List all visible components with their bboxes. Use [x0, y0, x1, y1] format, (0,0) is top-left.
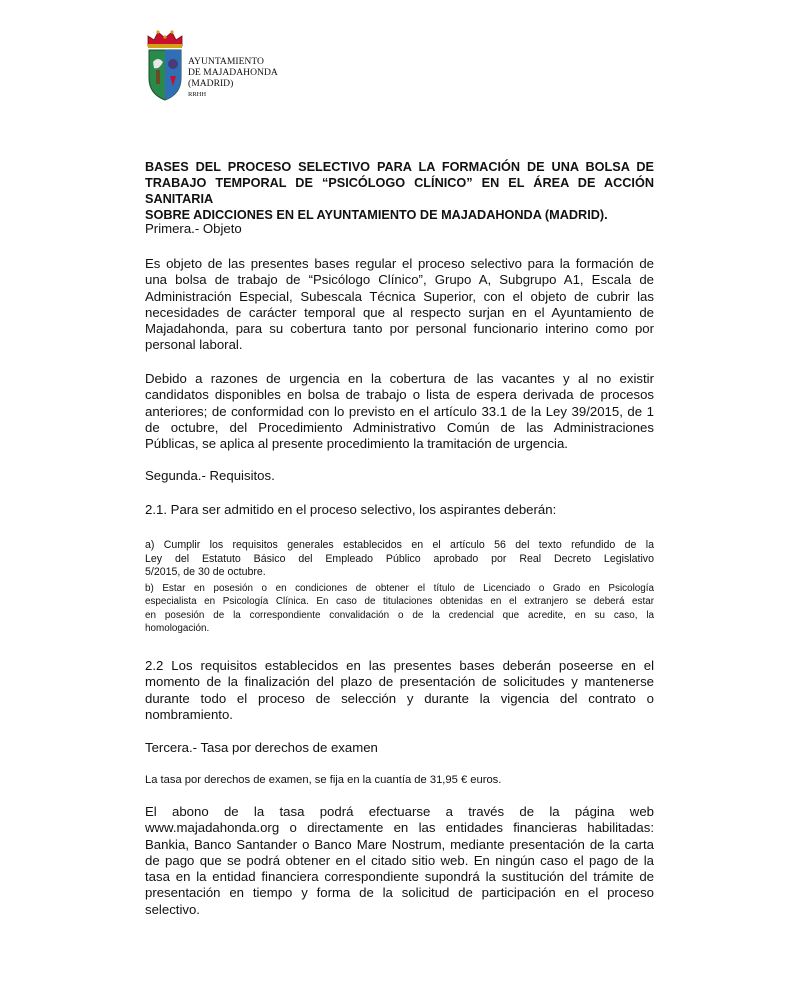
- text-line: tasa en la entidad financiera correspondiente supondrá la sustitución del trámite de: [145, 869, 654, 885]
- paragraph-2-2: [145, 658, 654, 723]
- paragraph-objeto: [145, 256, 654, 354]
- text-line: b) Estar en posesión o en condiciones de obtener el título de Licenciado o Grado en Psicología: [145, 583, 654, 594]
- text-line: Es objeto de las presentes bases regular el proceso selectivo para la formación de: [145, 256, 654, 271]
- text-line: 5/2015, de 30 de octubre.: [145, 566, 266, 579]
- text-line: 2.2 Los requisitos establecidos en las presentes bases deberán poseerse en el: [145, 658, 654, 673]
- text-line: El abono de la tasa podrá efectuarse a través de la página web: [145, 804, 654, 819]
- section-heading-segunda: Segunda.- Requisitos.: [145, 468, 275, 483]
- section-heading-primera: Primera.- Objeto: [145, 221, 242, 236]
- text-line: Ley del Estatuto Básico del Empleado Público aprobado por Real Decreto Legislativo: [145, 552, 654, 565]
- title-line: SOBRE ADICCIONES EN EL AYUNTAMIENTO DE MAJADAHONDA (MADRID).: [145, 208, 608, 222]
- text-line: necesidades de carácter temporal que al respecto surjan en el Ayuntamiento de: [145, 304, 654, 320]
- text-line: en posesión de la correspondiente convalidación o de la credencial que acredite, en su caso, la: [145, 609, 654, 621]
- text-line: Bankia, Banco Santander o Banco Mare Nostrum, mediante presentación de la carta: [145, 836, 654, 852]
- text-line: a) Cumplir los requisitos generales establecidos en el artículo 56 del texto refundido de la: [145, 539, 654, 551]
- org-department: RRHH: [188, 90, 207, 98]
- text-line: homologación.: [145, 623, 210, 635]
- fee-amount: La tasa por derechos de examen, se fija en la cuantía de 31,95 € euros.: [145, 774, 502, 786]
- text-line: durante todo el proceso de selección y durante la vigencia del contrato o: [145, 690, 654, 706]
- section-heading-tercera: Tercera.- Tasa por derechos de examen: [145, 740, 378, 755]
- coat-of-arms-icon: [144, 26, 186, 102]
- text-line: Públicas, se aplica al presente procedimiento la tramitación de urgencia.: [145, 436, 568, 452]
- text-line: presentación en tiempo y forma de la solicitud de participación en el proceso: [145, 885, 654, 901]
- organization-name: [188, 56, 278, 99]
- org-line-2: DE MAJADAHONDA: [188, 67, 278, 79]
- text-line: especialista en Psicología Clínica. En caso de titulaciones obtenidas en el extranjero se deberá estar: [145, 596, 654, 608]
- text-line: momento de la finalización del plazo de presentación de solicitudes y mantenerse: [145, 674, 654, 690]
- text-line: candidatos disponibles en bolsa de trabajo o lista de espera derivada de procesos: [145, 387, 654, 403]
- text-line: selectivo.: [145, 901, 200, 917]
- requirement-b: [145, 582, 654, 636]
- text-line: Majadahonda, para su cobertura tanto por personal funcionario interino como por: [145, 321, 654, 337]
- text-line: una bolsa de trabajo de “Psicólogo Clínico”, Grupo A, Subgrupo A1, Escala de: [145, 272, 654, 288]
- requirements-intro: 2.1. Para ser admitido en el proceso selectivo, los aspirantes deberán:: [145, 502, 557, 517]
- text-line: personal laboral.: [145, 337, 243, 353]
- org-line-3: (MADRID): [188, 78, 234, 90]
- text-line: de pago que se podrá obtener en el citado sitio web. En ningún caso el pago de la: [145, 852, 654, 868]
- paragraph-urgencia: [145, 371, 654, 452]
- document-title: [145, 159, 654, 223]
- text-line: anteriores; de conformidad con lo previsto en el artículo 33.1 de la Ley 39/2015, de 1: [145, 403, 654, 419]
- requirement-a: [145, 539, 654, 580]
- text-line: Administración Especial, Subescala Técnica Superior, con el objeto de cubrir las: [145, 288, 654, 304]
- org-line-1: AYUNTAMIENTO: [188, 56, 264, 67]
- paragraph-pago: [145, 804, 654, 918]
- text-line: de octubre, del Procedimiento Administrativo Común de las Administraciones: [145, 419, 654, 435]
- text-line: nombramiento.: [145, 706, 233, 722]
- title-line: BASES DEL PROCESO SELECTIVO PARA LA FORMACIÓN DE UNA BOLSA DE: [145, 160, 654, 174]
- text-line: www.majadahonda.org o directamente en las entidades financieras habilitadas:: [145, 820, 654, 836]
- text-line: Debido a razones de urgencia en la cobertura de las vacantes y al no existir: [145, 371, 654, 386]
- title-line: TRABAJO TEMPORAL DE “PSICÓLOGO CLÍNICO” EN EL ÁREA DE ACCIÓN SANITARIA: [145, 176, 654, 206]
